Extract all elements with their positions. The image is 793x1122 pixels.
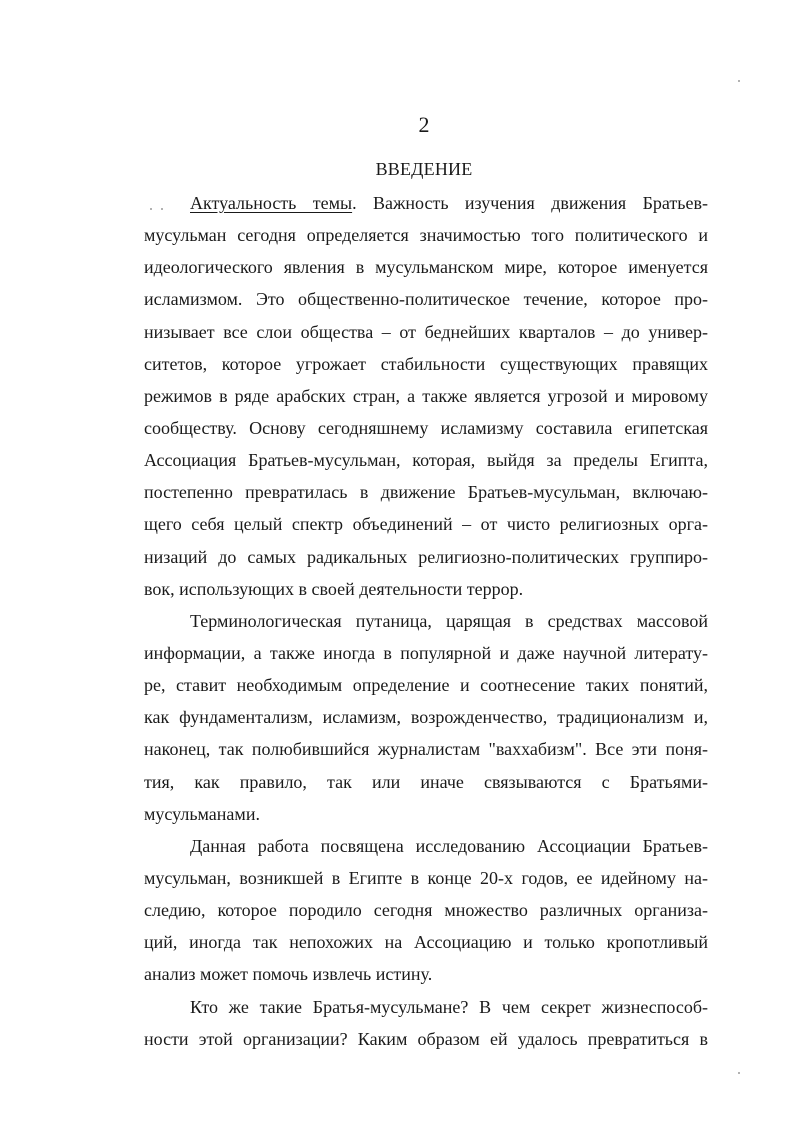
scan-speck (738, 1072, 740, 1074)
text-line: Кто же такие Братья-мусульмане? В чем секрет жизнеспособ- (190, 996, 708, 1017)
text-line: идеологического явления в мусульманском мире, которое именуется (144, 257, 708, 278)
paragraph-relevance (144, 187, 708, 605)
text-line: ситетов, которое угрожает стабильности существующих правящих (144, 353, 708, 374)
text-line: следию, которое породило сегодня множество различных организа- (144, 900, 708, 921)
text-line: мусульман сегодня определяется значимостью того политического и (144, 225, 708, 246)
text-line-content: . Важность изучения движения Братьев- (352, 193, 708, 213)
text-line: мусульманами. (144, 803, 260, 824)
text-line: тия, как правило, так или иначе связываются с Братьями- (144, 771, 708, 792)
text-line: Терминологическая путаница, царящая в средствах массовой (190, 610, 708, 631)
page-number: 2 (418, 112, 430, 137)
text-line: вок, использующих в своей деятельности террор. (144, 578, 524, 599)
text-line: исламизмом. Это общественно-политическое течение, которое про- (144, 289, 708, 310)
text-line: ре, ставит необходимым определение и соотнесение таких понятий, (144, 675, 708, 696)
scan-speck (738, 80, 740, 82)
text-line: как фундаментализм, исламизм, возрожденчество, традиционализм и, (144, 707, 708, 728)
text-line: низывает все слои общества – от беднейших кварталов – до универ- (144, 321, 708, 342)
text-line: мусульман, возникшей в Египте в конце 20-х годов, ее идейному на- (144, 867, 708, 888)
text-line: низаций до самых радикальных религиозно-политических группиро- (144, 546, 708, 567)
scan-speck (150, 208, 152, 210)
text-line: Данная работа посвящена исследованию Ассоциации Братьев- (190, 835, 708, 856)
text-line: наконец, так полюбившийся журналистам "ваххабизм". Все эти поня- (144, 739, 708, 760)
body-text (144, 187, 708, 1055)
text-line: щего себя целый спектр объединений – от чисто религиозных орга- (144, 514, 708, 535)
text-line: Ассоциация Братьев-мусульман, которая, выйдя за пределы Египта, (144, 450, 708, 471)
text-line: ций, иногда так непохожих на Ассоциацию и только кропотливый (144, 932, 708, 953)
section-title: ВВЕДЕНИЕ (375, 159, 473, 179)
text-line: анализ может помочь извлечь истину. (144, 964, 433, 985)
text-line: режимов в ряде арабских стран, а также является угрозой и мировому (144, 385, 708, 406)
text-line: сообществу. Основу сегодняшнему исламизму составила египетская (144, 417, 708, 438)
text-line (144, 187, 708, 219)
relevance-heading: Актуальность темы (190, 193, 353, 213)
paragraph-subject (144, 830, 708, 991)
scan-speck (161, 208, 163, 210)
paragraph-terminology (144, 605, 708, 830)
text-line: информации, а также иногда в популярной и даже научной литерату- (144, 642, 708, 663)
paragraph-questions (144, 991, 708, 1055)
text-line: постепенно превратилась в движение Братьев-мусульман, включаю- (144, 482, 708, 503)
text-line: ности этой организации? Каким образом ей удалось превратиться в (144, 1028, 708, 1049)
